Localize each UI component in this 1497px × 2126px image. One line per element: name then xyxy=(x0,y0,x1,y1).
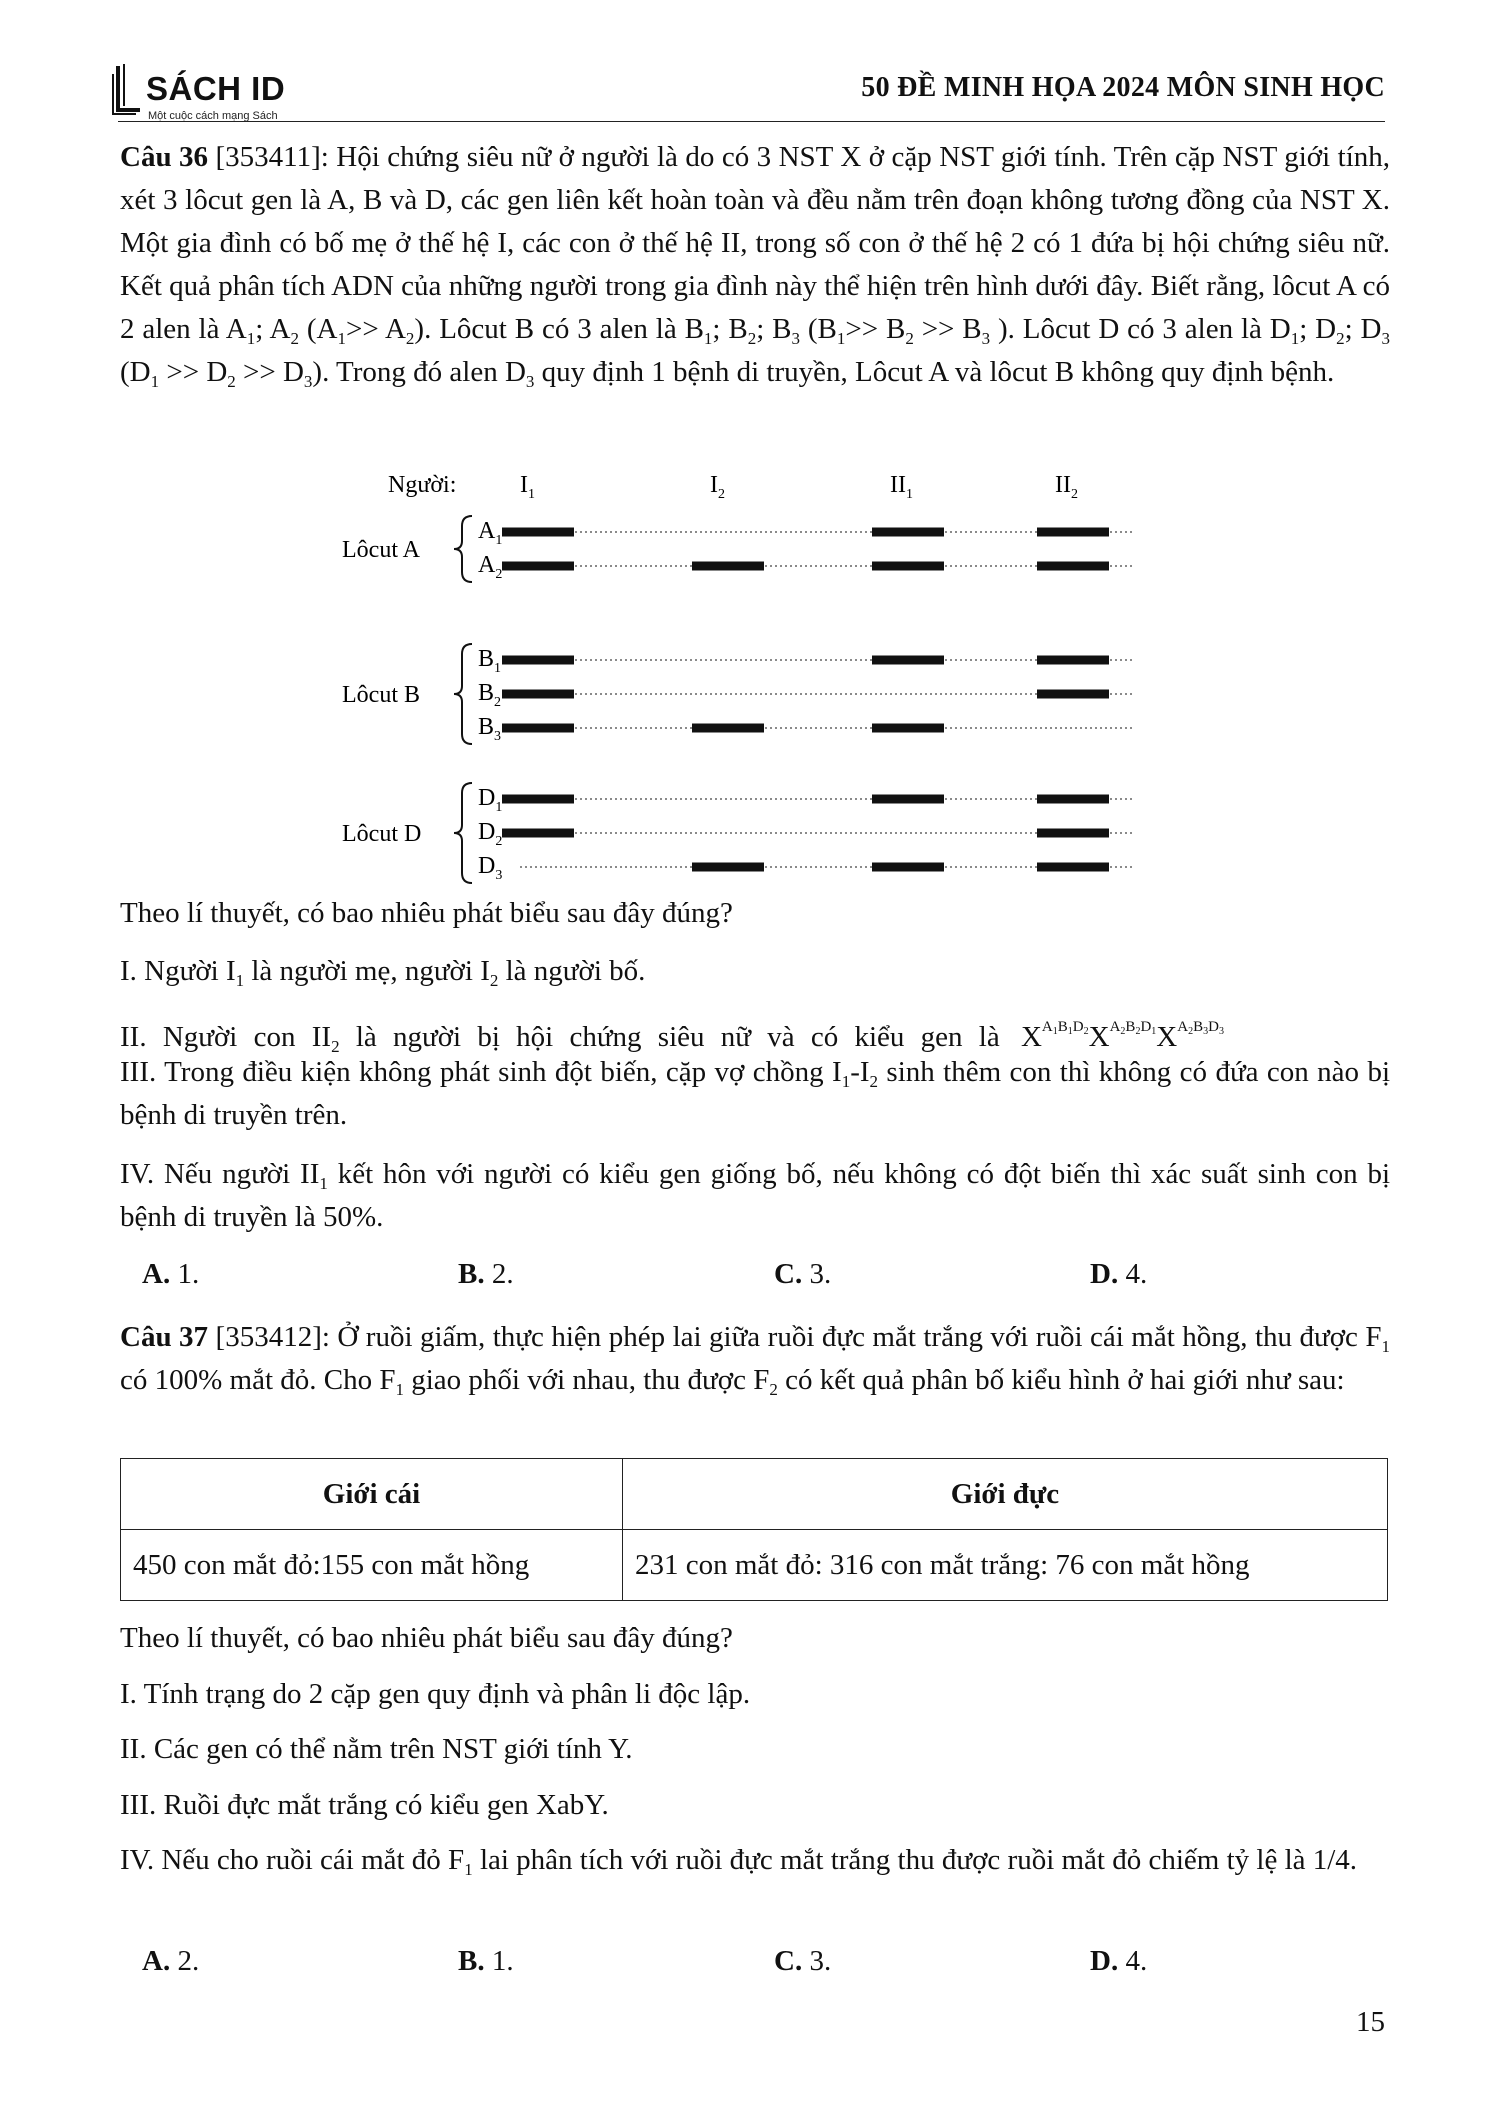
allele-label: $D_3$ xyxy=(478,853,503,883)
dna-band xyxy=(692,863,764,872)
person-label-3: $II_2$ xyxy=(1055,472,1078,502)
q36-prompt: Theo lí thuyết, có bao nhiêu phát biểu sau đây đúng? xyxy=(120,897,733,929)
dna-band xyxy=(502,656,574,665)
dna-band xyxy=(692,562,764,571)
q36-id: [353411]: xyxy=(215,141,329,173)
q37-intro xyxy=(120,1316,1390,1402)
dna-band xyxy=(502,562,574,571)
dna-band xyxy=(502,690,574,699)
q37-statement-4: IV. Nếu cho ruồi cái mắt đỏ $F_1$ lai phân tích với ruồi đực mắt trắng thu được ruồi mắt đỏ chiếm tỷ lệ là 1/4. xyxy=(120,1844,1358,1879)
dna-band xyxy=(872,863,944,872)
locus-label: Lôcut D xyxy=(342,821,422,847)
dna-diagram-svg xyxy=(340,464,1170,884)
dna-band xyxy=(502,829,574,838)
book-icon xyxy=(110,62,144,118)
allele-label: $A_2$ xyxy=(478,552,503,582)
dna-band xyxy=(1037,863,1109,872)
q37-number: Câu 37 xyxy=(120,1321,209,1353)
dna-band xyxy=(872,656,944,665)
dna-band xyxy=(502,795,574,804)
dna-band xyxy=(1037,829,1109,838)
option-b[interactable]: B. 1. xyxy=(458,1945,514,1977)
q36-intro-text: Hội chứng siêu nữ ở người là do có 3 NST X ở cặp NST giới tính. Trên cặp NST giới tính, xét 3 lôcut gen là A, B và D, các gen liên kết hoàn toàn và đều nằm trên đoạn không tương đồng của NST X. Một gia đình có bố mẹ ở thế hệ I, các con ở thế hệ II, trong số con ở thế hệ 2 có 1 đứa bị hội chứng siêu nữ. Kết quả phân tích ADN của những người trong gia đình này thể hiện trên hình dưới đây. Biết rằng, lôcut A có 2 alen là $A_1$; $A_2$ $(A_1>> A_2)$. Lôcut B có 3 alen là $B_1$; $B_2$; $B_3$ ($B_1>> B_2 >> B_3$ ). Lôcut D có 3 alen là $D_1$; $D_2$; $D_3$ $(D_1 >> D_2 >> D_3)$. Trong đó alen $D_3$ quy định 1 bệnh di truyền, Lôcut A và lôcut B không quy định bệnh. xyxy=(120,141,1391,391)
q36-genotype: $X^{A_1B_1D_2}X^{A_2B_2D_1}X^{A_2B_3D_3}$ xyxy=(1020,1019,1224,1053)
dna-band xyxy=(1037,562,1109,571)
header-divider xyxy=(118,121,1385,122)
dna-band xyxy=(502,724,574,733)
person-label-2: $II_1$ xyxy=(890,472,913,502)
locus-brace xyxy=(454,644,472,744)
q36-number: Câu 36 xyxy=(120,141,209,173)
option-d[interactable]: D. 4. xyxy=(1090,1945,1148,1977)
q36-statement-4: IV. Nếu người $II_1$ kết hôn với người có kiểu gen giống bố, nếu không có đột biến thì xác suất sinh con bị bệnh di truyền là 50%. xyxy=(120,1158,1390,1233)
q37-options xyxy=(142,1945,1262,1987)
q37-prompt: Theo lí thuyết, có bao nhiêu phát biểu sau đây đúng? xyxy=(120,1622,733,1654)
locus-brace xyxy=(454,783,472,883)
table-header-cell: Giới cái xyxy=(121,1459,623,1530)
dna-band xyxy=(1037,690,1109,699)
option-a[interactable]: A. 2. xyxy=(142,1945,200,1977)
dna-band xyxy=(872,795,944,804)
table-row xyxy=(121,1530,1388,1601)
person-header-label: Người: xyxy=(388,472,457,498)
locus-label: Lôcut A xyxy=(342,537,420,563)
dna-band xyxy=(502,528,574,537)
book-title: 50 ĐỀ MINH HỌA 2024 MÔN SINH HỌC xyxy=(861,72,1385,103)
allele-label: $D_2$ xyxy=(478,819,503,849)
table-cell: 231 con mắt đỏ: 316 con mắt trắng: 76 con mắt hồng xyxy=(623,1530,1388,1601)
dna-band xyxy=(1037,656,1109,665)
q37-statement-3: III. Ruồi đực mắt trắng có kiểu gen XabY. xyxy=(120,1789,609,1821)
option-c[interactable]: C. 3. xyxy=(774,1945,832,1977)
logo-title: SÁCH ID xyxy=(146,70,286,107)
q36-statement-1: I. Người $I_1$ là người mẹ, người $I_2$ là người bố. xyxy=(120,955,646,990)
logo-tagline: Một cuộc cách mạng Sách xyxy=(148,110,278,122)
page-number: 15 xyxy=(1356,2006,1385,2038)
option-d[interactable]: D. 4. xyxy=(1090,1258,1148,1290)
person-label-0: $I_1$ xyxy=(520,472,535,502)
q36-intro xyxy=(120,136,1390,394)
dna-band xyxy=(692,724,764,733)
table-cell: 450 con mắt đỏ:155 con mắt hồng xyxy=(121,1530,623,1601)
allele-label: $B_3$ xyxy=(478,714,502,744)
table-header-row xyxy=(121,1459,1388,1530)
dna-band xyxy=(1037,528,1109,537)
q37-statement-1: I. Tính trạng do 2 cặp gen quy định và phân li độc lập. xyxy=(120,1678,751,1710)
dna-diagram xyxy=(340,464,1170,884)
q37-statement-2: II. Các gen có thể nằm trên NST giới tính Y. xyxy=(120,1733,633,1765)
q37-id: [353412]: xyxy=(215,1321,330,1353)
q36-statement-2-text: II. Người con $II_2$ là người bị hội chứng siêu nữ và có kiểu gen là xyxy=(120,1021,1000,1056)
phenotype-table xyxy=(120,1458,1388,1601)
option-b[interactable]: B. 2. xyxy=(458,1258,514,1290)
dna-band xyxy=(872,724,944,733)
dna-band xyxy=(872,562,944,571)
q36-options xyxy=(142,1258,1262,1300)
dna-band xyxy=(1037,795,1109,804)
locus-brace xyxy=(454,516,472,582)
q36-statement-3: III. Trong điều kiện không phát sinh đột biến, cặp vợ chồng $I_1-I_2$ sinh thêm con thì không có đứa con nào bị bệnh di truyền trên. xyxy=(120,1056,1390,1131)
allele-label: $D_1$ xyxy=(478,785,503,815)
q37-intro-text: Ở ruồi giấm, thực hiện phép lai giữa ruồi đực mắt trắng với ruồi cái mắt hồng, thu được $F_1$ có 100% mắt đỏ. Cho $F_1$ giao phối với nhau, thu được $F_2$ có kết quả phân bố kiểu hình ở hai giới như sau: xyxy=(120,1321,1391,1399)
option-a[interactable]: A. 1. xyxy=(142,1258,200,1290)
table-header-cell: Giới đực xyxy=(623,1459,1388,1530)
allele-label: $B_1$ xyxy=(478,646,502,676)
dna-band xyxy=(872,528,944,537)
option-c[interactable]: C. 3. xyxy=(774,1258,832,1290)
person-label-1: $I_2$ xyxy=(710,472,725,502)
allele-label: $B_2$ xyxy=(478,680,502,710)
locus-label: Lôcut B xyxy=(342,682,420,708)
allele-label: $A_1$ xyxy=(478,518,503,548)
logo xyxy=(110,62,340,128)
